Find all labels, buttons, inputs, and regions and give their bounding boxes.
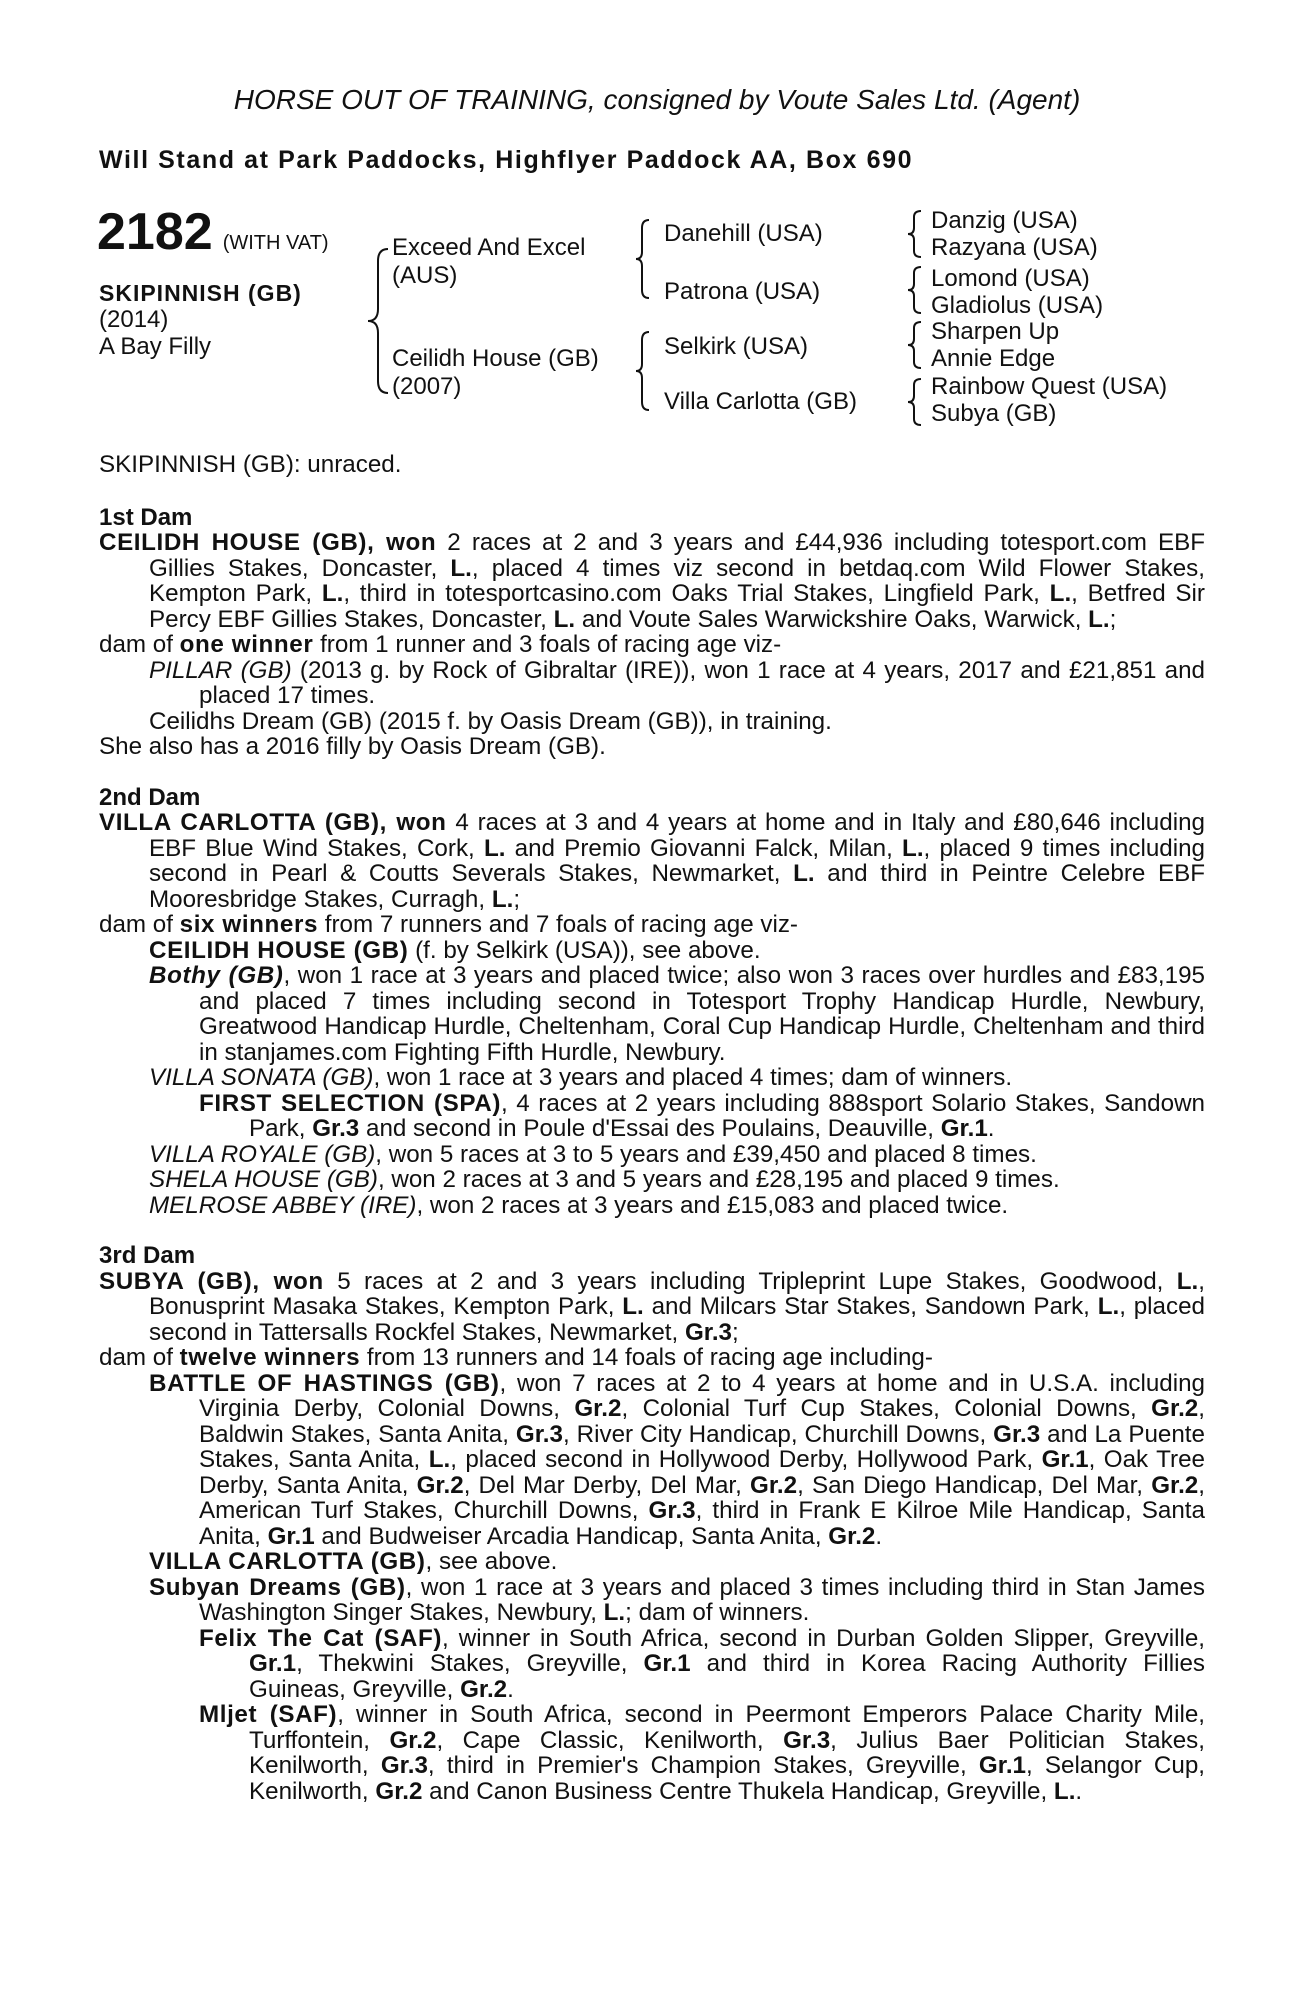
first-dam-heading: 1st Dam [99,503,193,531]
second-dam-heading: 2nd Dam [99,783,201,811]
first-dam-entry: CEILIDH HOUSE (GB), won 2 races at 2 and 3 years and £44,936 including totesport.com EBF Gillies Stakes, Doncaster, L., placed 4 times viz second in betdaq.com Wild Flower Stakes, Kempton Park, L., third in totesportcasino.com Oaks Trial Stakes, Lingfield Park, L., Betfred Sir Percy EBF Gillies Stakes, Doncaster, L. and Voute Sales Warwickshire Oaks, Warwick, L.; [99,529,1205,633]
second-dam-foal-1: CEILIDH HOUSE (GB) (f. by Selkirk (USA)), see above. [149,936,761,964]
sire-sire-sire: Danzig (USA) [931,207,1078,234]
first-dam-produce-summary: dam of one winner from 1 runner and 3 foals of racing age viz- [99,631,782,658]
dam-sire-dam: Annie Edge [931,345,1056,372]
sire-country: (AUS) [392,262,458,289]
second-dam-foal-4: VILLA ROYALE (GB), won 5 races at 3 to 5 years and £39,450 and placed 8 times. [149,1140,1037,1168]
second-dam-foal-6: MELROSE ABBEY (IRE), won 2 races at 3 years and £15,083 and placed twice. [149,1191,1009,1219]
horse-description: A Bay Filly [99,333,212,360]
third-dam-foal-3: Subyan Dreams (GB), won 1 race at 3 years and placed 3 times including third in Stan James Washington Singer Stakes, Newbury, L.; dam of winners. [149,1573,1206,1626]
first-dam-foal-3: She also has a 2016 filly by Oasis Dream (GB). [99,733,606,760]
third-dam-grandfoal-2: Mljet (SAF), winner in South Africa, second in Peermont Emperors Palace Charity Mile, Turffontein, Gr.2, Cape Classic, Kenilworth, Gr.3, Julius Baer Politician Stakes, Kenilworth, Gr.3, third in Premier's Champion Stakes, Greyville, Gr.1, Selangor Cup, Kenilworth, Gr.2 and Canon Business Centre Thukela Handicap, Greyville, L.. [199,1701,1206,1805]
third-dam-produce-summary: dam of twelve winners from 13 runners and 14 foals of racing age including- [99,1344,933,1371]
dam-sire-sire: Sharpen Up [931,318,1060,345]
pedigree-brace-2a [633,218,653,300]
pedigree-brace-3b [905,265,925,315]
race-record: SKIPINNISH (GB): unraced. [99,451,402,478]
dam-dam-sire: Rainbow Quest (USA) [931,373,1168,400]
pedigree-brace-2b [633,330,653,412]
sire-sire-dam: Razyana (USA) [931,234,1098,261]
horse-year: (2014) [99,306,169,333]
second-dam-foal-3: VILLA SONATA (GB), won 1 race at 3 years and placed 4 times; dam of winners. [149,1064,1013,1091]
stand-location: Will Stand at Park Paddocks, Highflyer Paddock AA, Box 690 [99,146,914,174]
second-dam-produce-summary: dam of six winners from 7 runners and 7 foals of racing age viz- [99,911,798,938]
second-dam-foal-5: SHELA HOUSE (GB), won 2 races at 3 and 5 years and £28,195 and placed 9 times. [149,1166,1060,1193]
sire-dam: Patrona (USA) [664,278,821,305]
lot-number: 2182 (WITH VAT) [97,203,329,261]
second-dam-foal-2: Bothy (GB), won 1 race at 3 years and placed twice; also won 3 races over hurdles and £83,195 and placed 7 times including second in Totesport Trophy Handicap Hurdle, Newbury, Greatwood Handicap Hurdle, Cheltenham, Coral Cup Handicap Hurdle, Cheltenham and third in stanjames.com Fighting Fifth Hurdle, Newbury. [149,962,1206,1066]
dam-dam-dam: Subya (GB) [931,400,1057,427]
pedigree-brace-3d [905,377,925,427]
third-dam-entry: SUBYA (GB), won 5 races at 2 and 3 years including Tripleprint Lupe Stakes, Goodwood, L., Bonusprint Masaka Stakes, Kempton Park, L. and Milcars Star Stakes, Sandown Park, L., placed second in Tattersalls Rockfel Stakes, Newmarket, Gr.3; [99,1267,1206,1346]
third-dam-heading: 3rd Dam [99,1242,196,1269]
third-dam-foal-2: VILLA CARLOTTA (GB), see above. [149,1548,558,1575]
dam-year: (2007) [392,373,462,400]
vat-label: (WITH VAT) [222,232,329,254]
third-dam-grandfoal-1: Felix The Cat (SAF), winner in South Africa, second in Durban Golden Slipper, Greyville, Gr.1, Thekwini Stakes, Greyville, Gr.1 and third in Korea Racing Authority Fillies Guineas, Greyville, Gr.2. [199,1624,1206,1703]
first-dam-foal-1: PILLAR (GB) (2013 g. by Rock of Gibraltar (IRE)), won 1 race at 4 years, 2017 and £21,851 and placed 17 times. [149,656,1205,709]
dam: Ceilidh House (GB) [392,345,599,372]
horse-name: SKIPINNISH (GB) [99,280,302,306]
pedigree-brace-3c [905,320,925,370]
third-dam-foal-1: BATTLE OF HASTINGS (GB), won 7 races at 2 to 4 years at home and in U.S.A. including Virginia Derby, Colonial Downs, Gr.2, Colonial Turf Cup Stakes, Colonial Downs, Gr.2, Baldwin Stakes, Santa Anita, Gr.3, River City Handicap, Churchill Downs, Gr.3 and La Puente Stakes, Santa Anita, L., placed second in Hollywood Derby, Hollywood Park, Gr.1, Oak Tree Derby, Santa Anita, Gr.2, Del Mar Derby, Del Mar, Gr.2, San Diego Handicap, Del Mar, Gr.2, American Turf Stakes, Churchill Downs, Gr.3, third in Frank E Kilroe Mile Handicap, Santa Anita, Gr.1 and Budweiser Arcadia Handicap, Santa Anita, Gr.2. [149,1369,1205,1550]
catalogue-body [99,452,1205,1804]
first-dam-foal-2: Ceilidhs Dream (GB) (2015 f. by Oasis Dream (GB)), in training. [149,707,832,735]
second-dam-grandfoal-1: FIRST SELECTION (SPA), 4 races at 2 years including 888sport Solario Stakes, Sandown Park, Gr.3 and second in Poule d'Essai des Poulains, Deauville, Gr.1. [199,1089,1205,1142]
sire-sire: Danehill (USA) [664,220,823,247]
dam-dam: Villa Carlotta (GB) [664,388,857,415]
second-dam-entry: VILLA CARLOTTA (GB), won 4 races at 3 and 4 years at home and in Italy and £80,646 including EBF Blue Wind Stakes, Cork, L. and Premio Giovanni Falck, Milan, L., placed 9 times including second in Pearl & Coutts Severals Stakes, Newmarket, L. and third in Peintre Celebre EBF Mooresbridge Stakes, Curragh, L.; [99,809,1206,913]
sire: Exceed And Excel [392,234,586,261]
dam-sire: Selkirk (USA) [664,333,809,360]
pedigree-brace-3a [905,209,925,259]
sire-dam-sire: Lomond (USA) [931,265,1090,292]
sire-dam-dam: Gladiolus (USA) [931,292,1104,319]
pedigree-brace-1 [364,247,394,395]
consignor-header: HORSE OUT OF TRAINING, consigned by Voute Sales Ltd. (Agent) [233,84,1081,115]
